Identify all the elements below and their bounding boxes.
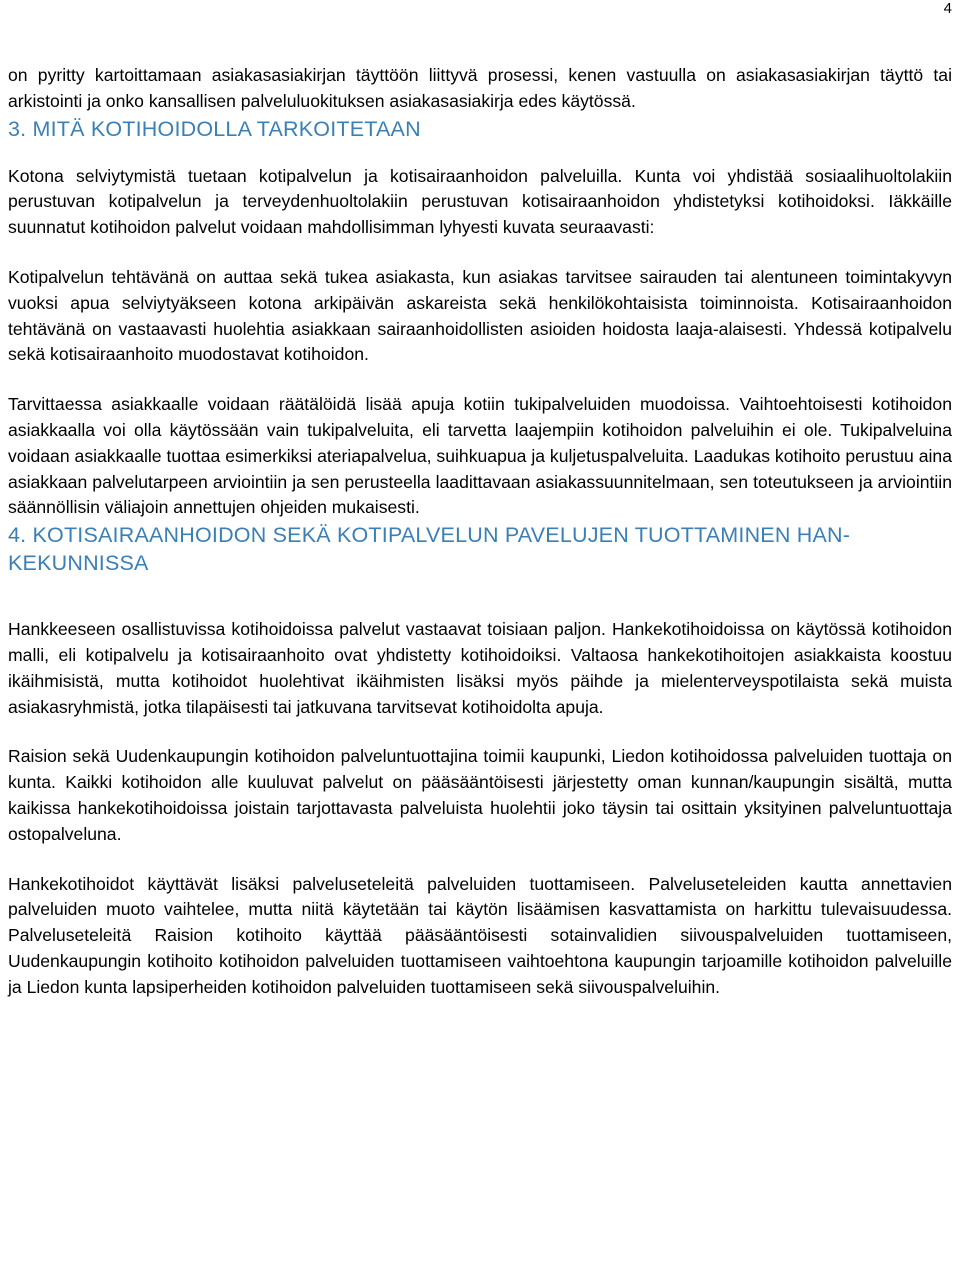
section-heading-4: 4. KOTISAIRAANHOIDON SEKÄ KOTIPALVELUN PAVELUJEN TUOTTAMINEN HANKEKUNNISSA: [8, 523, 850, 576]
paragraph-kotipalvelu-tehtava: Kotipalvelun tehtävänä on auttaa sekä tukea asiakasta, kun asiakas tarvitsee sairauden tai alentuneen toimintakyvyn vuoksi apua selviytyäkseen kotona arkipäivän askareista sekä henkilökohtaisista toiminnoista. Kotisairaanhoidon tehtävänä on vastaavasti huolehtia asiakkaan sairaanhoidollisten asioiden hoidosta laaja-alaisesti. Yhdessä kotipalvelu sekä kotisairaanhoito muodostavat kotihoidon.: [8, 266, 952, 365]
paragraph-hankekotihoidot: Hankkeeseen osallistuvissa kotihoidoissa palvelut vastaavat toisiaan paljon. Hankekotihoidoissa on käytössä kotihoidon malli, eli kotipalvelu ja kotisairaanhoito ovat yhdistetty kotihoidoiksi. Valtaosa hankekotihoitojen asiakkaista koostuu ikäihmisistä, mutta kotihoidot huolehtivat ikäihmisten lisäksi myös päihde ja mielenterveyspotilaista sekä muista asiakasryhmistä, jotka tilapäisesti tai jatkuvana tarvitsevat kotihoidolta apuja.: [8, 619, 952, 717]
paragraph-palveluntuottajat: Raision sekä Uudenkaupungin kotihoidon palveluntuottajina toimii kaupunki, Liedon kotihoidossa palveluiden tuottaja on kunta. Kaikki kotihoidon alle kuuluvat palvelut on pääsääntöisesti järjestetty oman kunnan/kaupungin sisältä, mutta kaikissa hankekotihoidoissa joistain tarjottavasta palveluista huolehtii joko täysin tai osittain yksityinen palveluntuottaja ostopalveluna.: [8, 746, 952, 844]
paragraph-kotihoito-intro: Kotona selviytymistä tuetaan kotipalvelun ja kotisairaanhoidon palveluilla. Kunta voi yhdistää sosiaalihuoltolakiin perustuvan kotipalvelun ja terveydenhuoltolakiin perustuvan kotisairaanhoidon yhdistetyksi kotihoidoksi. Iäkkäille suunnatut kotihoidon palvelut voidaan mahdollisimman lyhyesti kuvata seuraavasti:: [8, 165, 952, 238]
paragraph-continued: on pyritty kartoittamaan asiakasasiakirjan täyttöön liittyvä prosessi, kenen vastuulla on asiakasasiakirjan täyttö tai arkistointi ja onko kansallisen palveluluokituksen asiakasasiakirja edes käytössä.: [8, 65, 952, 111]
section-heading-3: 3. MITÄ KOTIHOIDOLLA TARKOITETAAN: [8, 116, 421, 141]
paragraph-tukipalvelut: Tarvittaessa asiakkaalle voidaan räätälöidä lisää apuja kotiin tukipalveluiden muodoissa. Vaihtoehtoisesti kotihoidon asiakkaalla voi olla käytössään vain tukipalveluita, eli tarvetta laajempiin kotihoidon palveluihin ei ole. Tukipalveluina voidaan asiakkaalle tuottaa esimerkiksi ateriapalvelua, suihkuapua ja kuljetuspalveluita. Laadukas kotihoito perustuu aina asiakkaan palvelutarpeen arviointiin ja sen perusteella laadittavaan asiakassuunnitelmaan, sen toteutukseen ja arviointiin säännöllisin väliajoin annettujen ohjeiden mukaisesti.: [8, 394, 952, 518]
page-number: 4: [943, 0, 952, 17]
page-content: [8, 63, 952, 1001]
paragraph-palvelusetelit: Hankekotihoidot käyttävät lisäksi palveluseteleitä palveluiden tuottamiseen. Palveluseteleiden kautta annettavien palveluiden muoto vaihtelee, mutta niitä käytetään tai käytön lisäämisen kasvattamista on harkittu tulevaisuudessa. Palveluseteleitä Raision kotihoito käyttää pääsääntöisesti sotainvalidien siivouspalveluiden tuottamiseen, Uudenkaupungin kotihoito kotihoidon palveluiden tuottamiseen vaihtoehtona kaupungin tarjoamille kotihoidon palveluille ja Liedon kunta lapsiperheiden kotihoidon palveluiden tuottamiseen sekä siivouspalveluihin.: [8, 873, 952, 997]
